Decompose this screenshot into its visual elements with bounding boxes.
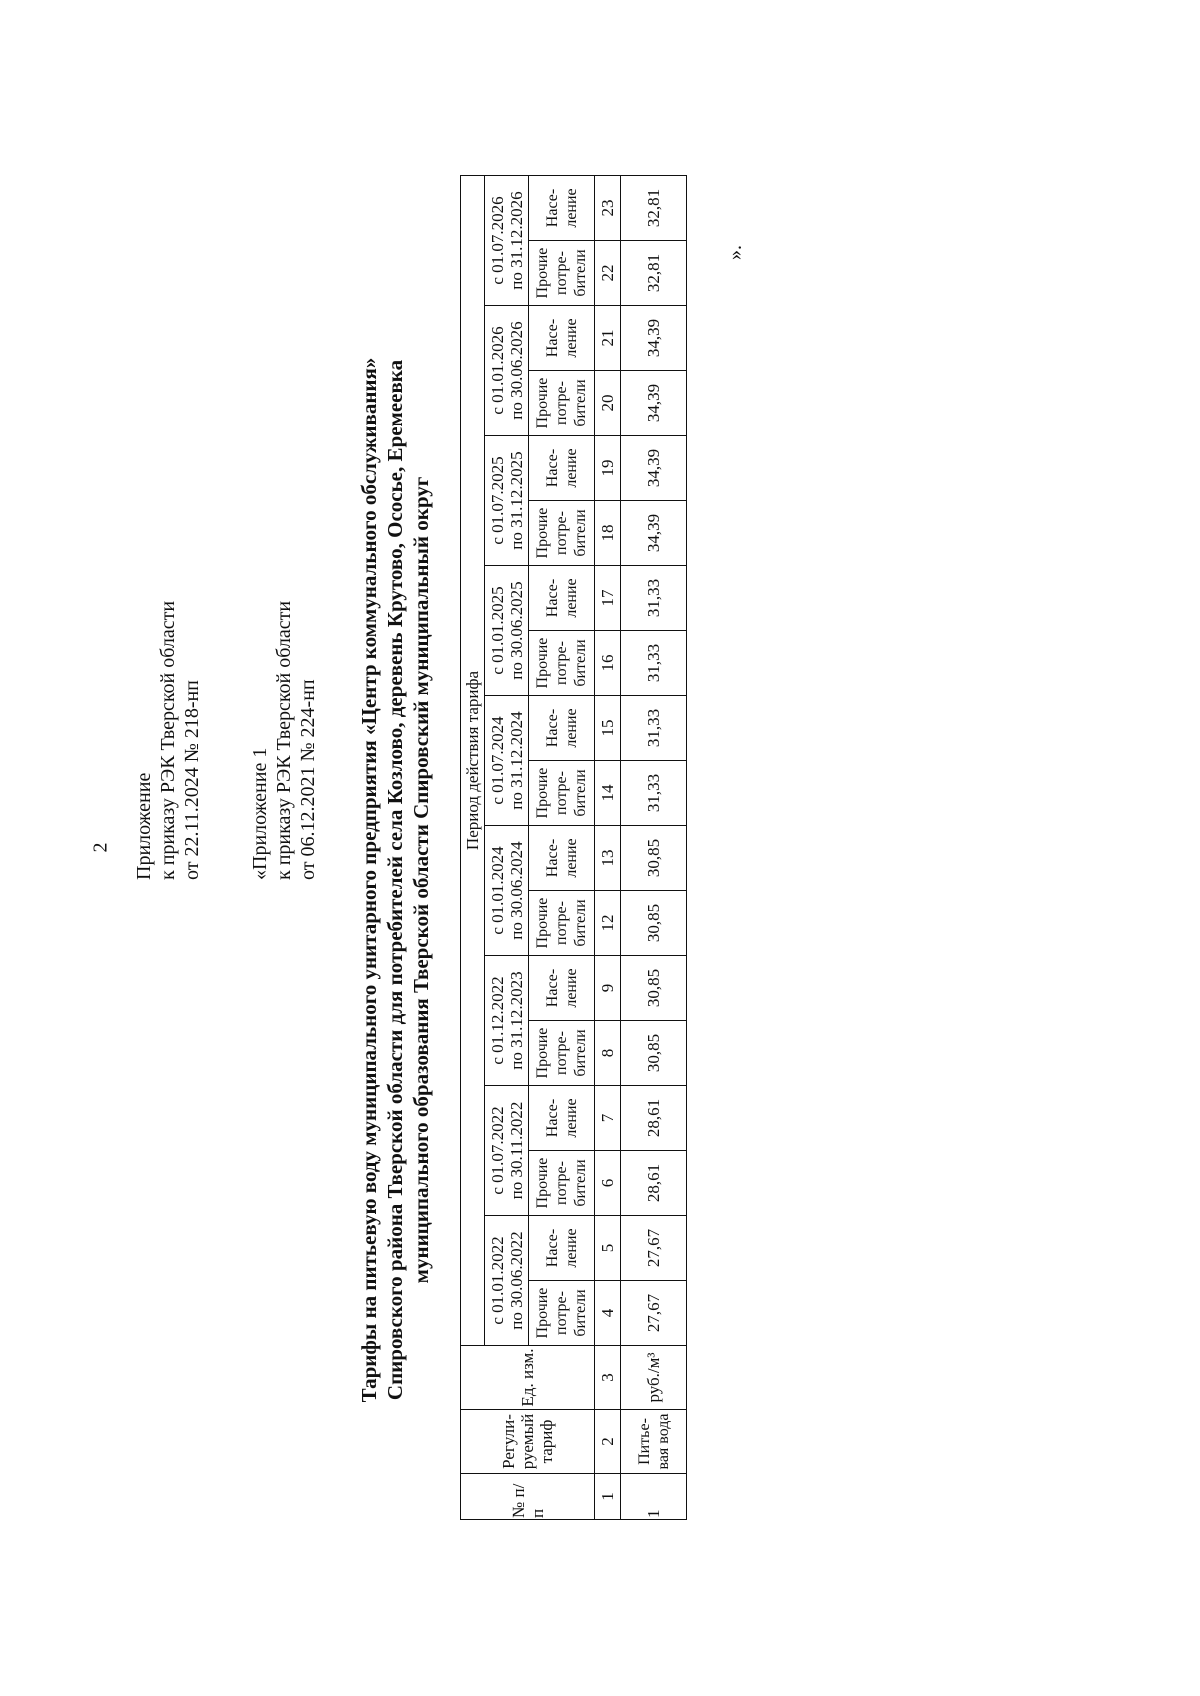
- column-number: 1: [595, 1474, 621, 1520]
- category-population: Насе-ление: [529, 306, 595, 371]
- closing-quote: ».: [724, 245, 746, 260]
- category-other-consumers: Прочие потре-бители: [529, 1021, 595, 1086]
- period-range: [485, 696, 529, 826]
- category-population: Насе-ление: [529, 176, 595, 241]
- tariff-value: 31,33: [621, 696, 687, 761]
- period-from: с 01.07.2026: [487, 196, 507, 285]
- col-header-unit: Ед. изм.: [461, 1346, 595, 1410]
- title-line: Тарифы на питьевую воду муниципального унитарного предприятия «Центр коммунального обслуживания»: [357, 357, 381, 1403]
- period-range: [485, 1216, 529, 1346]
- category-population: Насе-ление: [529, 826, 595, 891]
- tariff-value: 34,39: [621, 371, 687, 436]
- tariff-value: 34,39: [621, 306, 687, 371]
- row-number: 1: [621, 1474, 687, 1520]
- column-number: 12: [595, 891, 621, 956]
- column-number: 22: [595, 241, 621, 306]
- period-to: по 30.06.2026: [506, 321, 526, 420]
- category-other-consumers: Прочие потре-бители: [529, 1281, 595, 1346]
- tariff-value: 30,85: [621, 891, 687, 956]
- tariff-value: 30,85: [621, 1021, 687, 1086]
- appendix-line: Приложение: [133, 772, 155, 880]
- category-population: Насе-ление: [529, 566, 595, 631]
- period-from: с 01.07.2024: [487, 716, 507, 805]
- tariff-value: 28,61: [621, 1151, 687, 1216]
- tariff-value: 34,39: [621, 436, 687, 501]
- column-number: 3: [595, 1346, 621, 1410]
- col-header-tariff: Регули-руемый тариф: [461, 1410, 595, 1474]
- row-unit: руб./м³: [621, 1346, 687, 1410]
- tariff-value: 27,67: [621, 1281, 687, 1346]
- category-other-consumers: Прочие потре-бители: [529, 501, 595, 566]
- period-from: с 01.01.2024: [487, 846, 507, 935]
- original-appendix-line: к приказу РЭК Тверской области: [273, 600, 295, 880]
- period-from: с 01.01.2026: [487, 326, 507, 415]
- column-number: 2: [595, 1410, 621, 1474]
- column-number: 19: [595, 436, 621, 501]
- period-from: с 01.01.2022: [487, 1236, 507, 1325]
- tariff-value: 28,61: [621, 1086, 687, 1151]
- category-other-consumers: Прочие потре-бители: [529, 1151, 595, 1216]
- column-number: 5: [595, 1216, 621, 1281]
- period-range: [485, 1086, 529, 1216]
- column-number: 7: [595, 1086, 621, 1151]
- column-number: 13: [595, 826, 621, 891]
- period-range: [485, 826, 529, 956]
- category-population: Насе-ление: [529, 956, 595, 1021]
- tariff-value: 30,85: [621, 826, 687, 891]
- column-number: 18: [595, 501, 621, 566]
- tariff-value: 31,33: [621, 566, 687, 631]
- page-number: 2: [89, 842, 112, 853]
- category-other-consumers: Прочие потре-бители: [529, 371, 595, 436]
- tariff-value: 32,81: [621, 241, 687, 306]
- title-line: Спировского района Тверской области для потребителей села Козлово, деревень Крутово, Ососье, Еремеевка: [383, 359, 407, 1401]
- category-population: Насе-ление: [529, 696, 595, 761]
- period-to: по 31.12.2025: [506, 451, 526, 550]
- tariff-value: 34,39: [621, 501, 687, 566]
- category-population: Насе-ление: [529, 436, 595, 501]
- period-to: по 30.06.2025: [506, 581, 526, 680]
- original-appendix-line: от 06.12.2021 № 224-нп: [297, 679, 319, 880]
- period-to: по 31.12.2024: [506, 711, 526, 810]
- document-title: [356, 270, 434, 1490]
- period-from: с 01.01.2025: [487, 586, 507, 675]
- period-to: по 31.12.2023: [506, 971, 526, 1070]
- period-range: [485, 306, 529, 436]
- period-header: Период действия тарифа: [461, 176, 485, 1346]
- period-to: по 31.12.2026: [506, 191, 526, 290]
- original-appendix-line: «Приложение 1: [249, 747, 271, 880]
- tariff-value: 30,85: [621, 956, 687, 1021]
- period-range: [485, 956, 529, 1086]
- period-to: по 30.11.2022: [506, 1101, 526, 1200]
- appendix-line: к приказу РЭК Тверской области: [157, 600, 179, 880]
- appendix-line: от 22.11.2024 № 218-нп: [181, 680, 203, 880]
- category-population: Насе-ление: [529, 1086, 595, 1151]
- tariff-value: 31,33: [621, 631, 687, 696]
- period-to: по 30.06.2022: [506, 1231, 526, 1330]
- period-from: с 01.07.2025: [487, 456, 507, 545]
- column-number: 6: [595, 1151, 621, 1216]
- column-number: 15: [595, 696, 621, 761]
- tariff-value: 32,81: [621, 176, 687, 241]
- title-line: муниципального образования Тверской области Спировский муниципальный округ: [409, 476, 433, 1284]
- row-tariff: Питье-вая вода: [621, 1410, 687, 1474]
- tariff-table: [460, 175, 687, 1520]
- category-population: Насе-ление: [529, 1216, 595, 1281]
- column-number: 23: [595, 176, 621, 241]
- column-number: 8: [595, 1021, 621, 1086]
- category-other-consumers: Прочие потре-бители: [529, 631, 595, 696]
- category-other-consumers: Прочие потре-бители: [529, 241, 595, 306]
- period-range: [485, 566, 529, 696]
- column-number: 17: [595, 566, 621, 631]
- column-number: 20: [595, 371, 621, 436]
- column-number: 16: [595, 631, 621, 696]
- period-range: [485, 436, 529, 566]
- period-range: [485, 176, 529, 306]
- table-row: [621, 176, 687, 1520]
- appendix-header: [132, 320, 320, 880]
- category-other-consumers: Прочие потре-бители: [529, 761, 595, 826]
- column-number: 14: [595, 761, 621, 826]
- category-other-consumers: Прочие потре-бители: [529, 891, 595, 956]
- column-number: 21: [595, 306, 621, 371]
- col-header-no: № п/п: [461, 1474, 595, 1520]
- tariff-value: 27,67: [621, 1216, 687, 1281]
- rotated-document-body: [120, 120, 1200, 1620]
- column-number: 9: [595, 956, 621, 1021]
- tariff-value: 31,33: [621, 761, 687, 826]
- period-from: с 01.12.2022: [487, 976, 507, 1065]
- period-to: по 30.06.2024: [506, 841, 526, 940]
- period-from: с 01.07.2022: [487, 1106, 507, 1195]
- column-number: 4: [595, 1281, 621, 1346]
